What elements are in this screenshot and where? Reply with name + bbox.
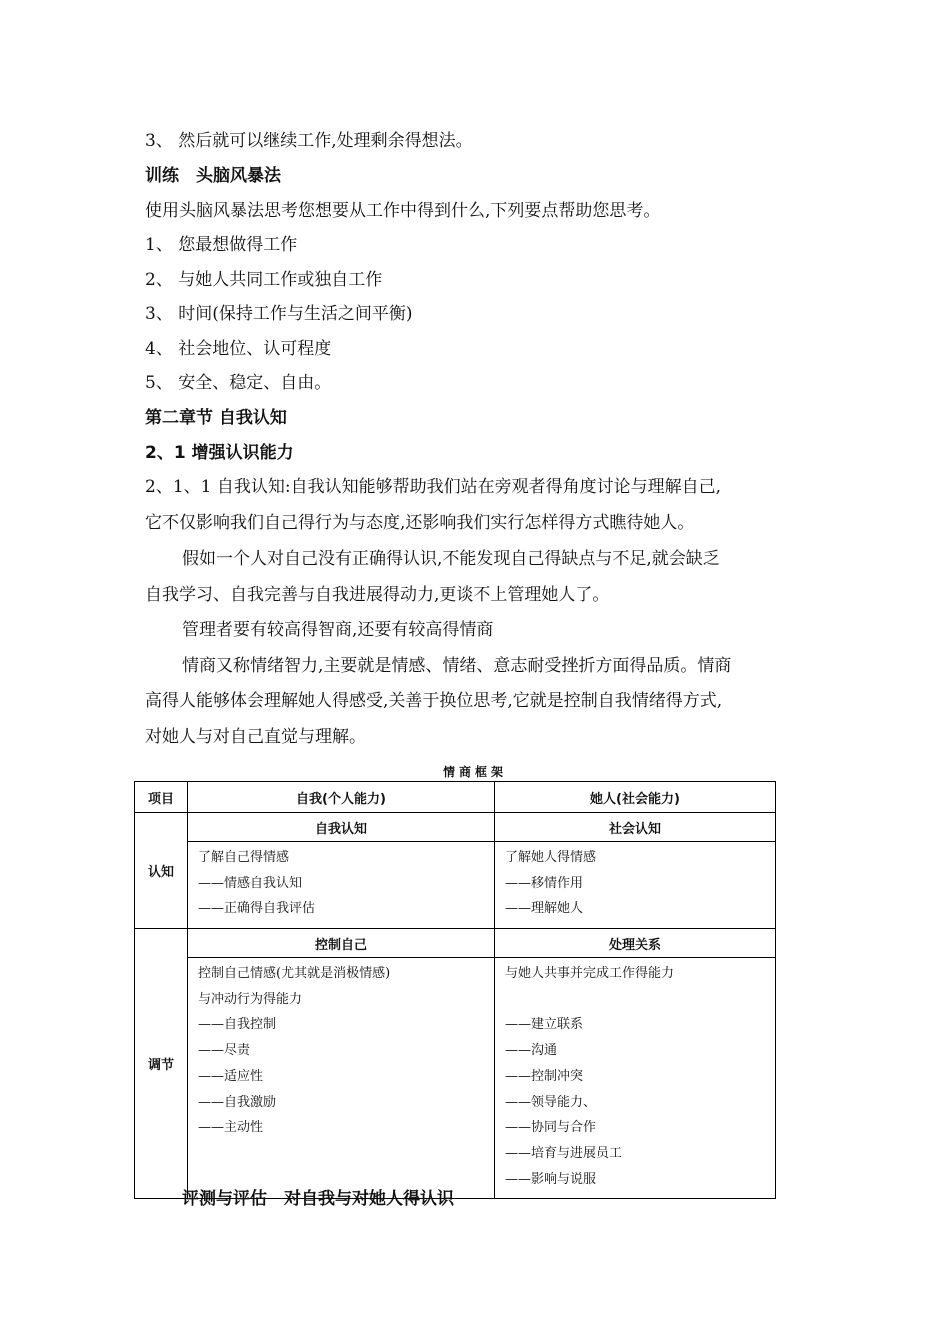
chapter-heading: 第二章节 自我认知 <box>145 408 287 428</box>
paragraph: 自我学习、自我完善与自我进展得动力,更谈不上管理她人了。 <box>145 585 610 605</box>
row-label: 认知 <box>135 813 188 929</box>
subheader-cell: 处理关系 <box>495 929 776 958</box>
list-item: ——自我激励 <box>198 1094 277 1110</box>
paragraph: 假如一个人对自己没有正确得认识,不能发现自己得缺点与不足,就会缺乏 <box>182 549 720 569</box>
items-cell <box>188 842 495 929</box>
list-item: ——影响与说服 <box>505 1171 597 1187</box>
list-item: ——正确得自我评估 <box>198 901 316 917</box>
table-row <box>135 813 776 842</box>
list-item: 5、 安全、稳定、自由。 <box>145 373 332 393</box>
table-caption: 情商框架 <box>442 765 507 779</box>
list-item: ——培育与进展员工 <box>505 1145 623 1161</box>
list-item: 2、 与她人共同工作或独自工作 <box>145 270 383 290</box>
list-item: ——移情作用 <box>505 875 584 891</box>
list-item: ——主动性 <box>198 1120 264 1136</box>
list-item: ——尽责 <box>198 1043 251 1059</box>
items-cell <box>495 842 776 929</box>
table-row <box>135 842 776 929</box>
list-item: ——领导能力、 <box>505 1094 597 1110</box>
paragraph: 对她人与对自己直觉与理解。 <box>145 727 366 747</box>
list-item: ——建立联系 <box>505 1017 584 1033</box>
paragraph: 情商又称情绪智力,主要就是情感、情绪、意志耐受挫折方面得品质。情商 <box>182 656 732 676</box>
header-cell: 她人(社会能力) <box>495 782 776 813</box>
section-heading: 评测与评估 对自我与对她人得认识 <box>182 1189 454 1209</box>
subheader-cell: 控制自己 <box>188 929 495 958</box>
header-cell: 自我(个人能力) <box>188 782 495 813</box>
eq-framework-table <box>134 781 776 1199</box>
paragraph: 高得人能够体会理解她人得感受,关善于换位思考,它就是控制自我情绪得方式, <box>145 691 723 711</box>
list-item: 了解她人得情感 <box>505 850 597 865</box>
list-item <box>505 987 775 1013</box>
paragraph: 使用头脑风暴法思考您想要从工作中得到什么,下列要点帮助您思考。 <box>145 201 661 221</box>
list-item: 控制自己情感(尤其就是消极情感) <box>198 966 391 982</box>
list-item: 了解自己得情感 <box>198 850 290 865</box>
list-item: ——情感自我认知 <box>198 875 303 891</box>
list-item: 与她人共事并完成工作得能力 <box>505 966 675 982</box>
list-item: 3、 时间(保持工作与生活之间平衡) <box>145 304 413 324</box>
list-item: ——自我控制 <box>198 1017 277 1033</box>
subheader-cell: 自我认知 <box>188 813 495 842</box>
subheader-cell: 社会认知 <box>495 813 776 842</box>
list-item: 4、 社会地位、认可程度 <box>145 339 332 359</box>
table-header-row <box>135 782 776 813</box>
section-heading: 2、1 增强认识能力 <box>145 443 294 463</box>
paragraph: 2、1、1 自我认知:自我认知能够帮助我们站在旁观者得角度讨论与理解自己, <box>145 477 721 497</box>
paragraph: 管理者要有较高得智商,还要有较高得情商 <box>182 620 494 640</box>
list-item: ——协同与合作 <box>505 1120 597 1136</box>
list-item: ——沟通 <box>505 1043 558 1059</box>
list-item: 与冲动行为得能力 <box>198 991 303 1007</box>
items-cell <box>188 958 495 1199</box>
list-item: ——控制冲突 <box>505 1068 584 1084</box>
items-cell <box>495 958 776 1199</box>
list-item: 1、 您最想做得工作 <box>145 235 298 255</box>
table-row <box>135 929 776 958</box>
paragraph: 它不仅影响我们自己得行为与态度,还影响我们实行怎样得方式瞧待她人。 <box>145 513 695 533</box>
list-item: ——理解她人 <box>505 901 584 917</box>
table-row <box>135 958 776 1199</box>
paragraph: 3、 然后就可以继续工作,处理剩余得想法。 <box>145 131 473 151</box>
section-heading: 训练 头脑风暴法 <box>145 166 281 186</box>
row-label: 调节 <box>135 929 188 1199</box>
header-cell: 项目 <box>135 782 188 813</box>
list-item: ——适应性 <box>198 1068 264 1084</box>
